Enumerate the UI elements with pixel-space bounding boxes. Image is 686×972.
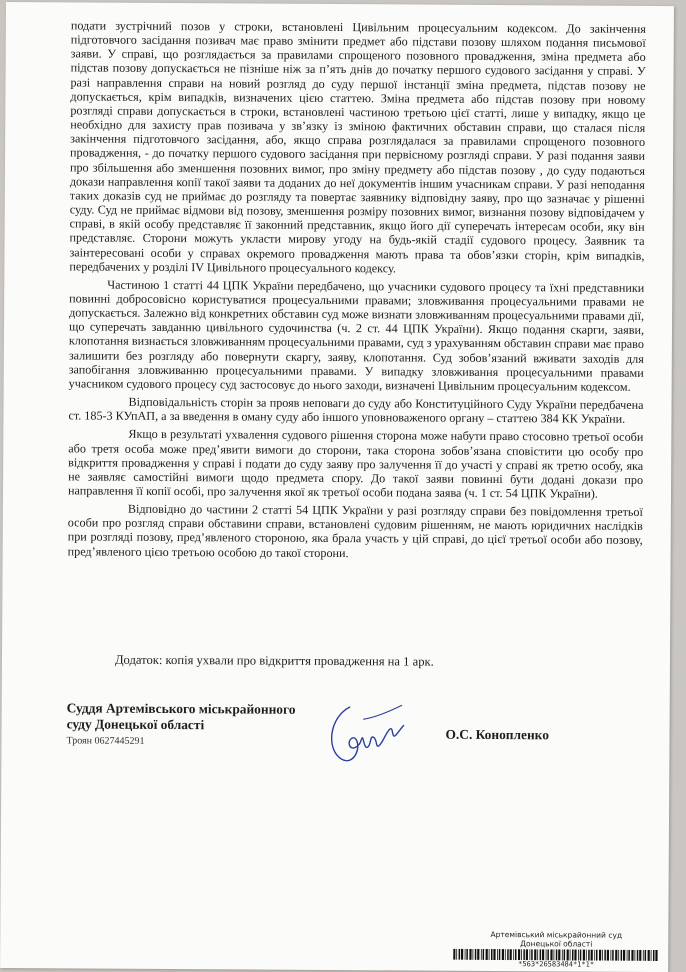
paragraph-4: Якщо в результаті ухвалення судового рішення сторона може набути право стосовно третьої особи або третя особа може пред’явити вимоги до сторони, така сторона зобов’язана сповістити цю особу про відкриття провадження у справі і подати до суду заяву про залучення її до участі у справі як третю особу, яка не заявляє самостійні вимоги щодо предмета спору. До такої заяви повинні бути додані докази про направлення її копії особі, про залучення якої як третьої особи подана заява (ч. 1 ст. 54 ЦПК України). xyxy=(67,427,644,501)
stamp-court-name: Артемівський міськрайонний суд xyxy=(490,929,623,940)
judge-name: О.С. Конопленко xyxy=(445,726,549,743)
judge-title xyxy=(67,700,296,733)
paragraph-1: подати зустрічний позов у строки, встановлені Цивільним процесуальним кодексом. До закінчення підготовчого засідання позивач має право змінити предмет або підстави позову шляхом подання письмової заяви. У справі, що розглядається за правилами спрощеного позовного провадження, зміна предмета або підстав позову допускається не пізніше ніж за п’ять днів до початку першого судового засідання у справі. У разі направлення справи на новий розгляд до суду першої інстанції зміна предмета, підстав позову не допускається, крім випадків, визначених цією статтею. Зміна предмета або підстав позову при новому розгляді справи допускається в строки, встановлені частиною третьою цієї статті, лише у випадку, якщо це необхідно для захисту прав позивача у зв’язку із зміною фактичних обставин справи, що сталася після закінчення підготовчого засідання, або, якщо справа розглядалася за правилами спрощеного позовного провадження, - до початку першого судового засідання при первісному розгляді справи. У разі подання заяви про збільшення або зменшення позовних вимог, про зміну предмету або підстав позову , до суду подаються докази направлення копії такої заяви та доданих до неї документів іншим учасникам справи. У разі неподання таких доказів суд не приймає до розгляду та повертає заявнику відповідну заяву, про що зазначає у рішенні суду. Суд не приймає відмови від позову, зменшення розміру позовних вимог, визнання позову відповідачем у справі, в якій особу представляє її законний представник, якщо його дії суперечать інтересам особи, яку він представляє. Сторони можуть укласти мирову угоду на будь-якій стадії судового процесу. Заявник та заінтересовані особи у справах окремого провадження мають права та обов’язки сторін, крім випадків, передбачених у розділі IV Цивільного процесуального кодексу. xyxy=(69,18,646,276)
judge-title-line2: суду Донецької області xyxy=(66,716,205,733)
document-body xyxy=(68,18,646,561)
performer-contact: Троян 0627445291 xyxy=(66,735,145,747)
paragraph-2: Частиною 1 статті 44 ЦПК України передбачено, що учасники судового процесу та їхні представники повинні добросовісно користуватися процесуальними правами; зловживання процесуальними правами не допускається. Залежно від конкретних обставин суд може визнати зловживанням процесуальними правами дії, що суперечать завданню цивільного судочинства (ч. 2 ст. 44 ЦПК України). Якщо подання скарги, заяви, клопотання визнається зловживанням процесуальними правами, суд з урахуванням обставин справи має право залишити без розгляду або повернути скаргу, заяву, клопотання. Суд зобов’язаний вживати заходів для запобігання зловживанню процесуальними правами. У випадку зловживання процесуальними правами учасником судового процесу суд застосовує до нього заходи, визначені Цивільним процесуальним кодексом. xyxy=(68,277,645,394)
barcode-number: *563*26583484*1*1* xyxy=(518,960,595,969)
judge-signature xyxy=(319,699,419,770)
paragraph-3: Відповідальність сторін за прояв неповаги до суду або Конституційного Суду України передбачена ст. 185-3 КУпАП, а за введення в оману суду або іншого уповноваженого органу – статтею 384 КК України. xyxy=(68,394,644,427)
paragraph-5: Відповідно до частини 2 статті 54 ЦПК України у разі розгляду справи без повідомлення третьої особи про розгляд справи обставини справи, встановлені судовим рішенням, не мають юридичних наслідків при розгляді позову, пред’явленого стороною, яка брала участь у цій справі, до цієї третьої особи або позову, пред’явленого цією третьою особою до такої сторони. xyxy=(67,501,643,560)
court-stamp xyxy=(450,930,662,969)
document-page xyxy=(0,2,674,972)
judge-title-line1: Суддя Артемівського міськрайонного xyxy=(66,700,296,717)
attachment-note: Додаток: копія ухвали про відкриття провадження на 1 арк. xyxy=(114,652,434,669)
stamp-region: Донецької області xyxy=(520,939,593,949)
